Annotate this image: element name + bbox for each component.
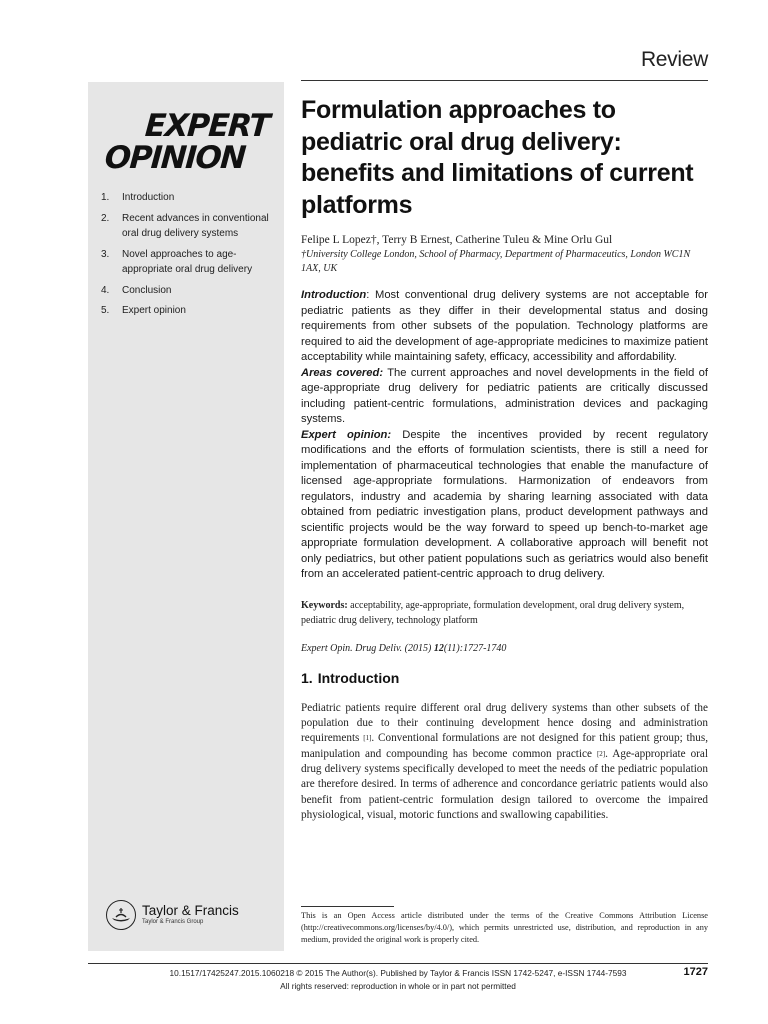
abstract-introduction: Introduction: Most conventional drug delivery systems are not acceptable for pediatric patients as they differ in their developmental status and dosing requirements from other subsets of the population. Technology platforms are required to aid the development of age-appropriate medicines to maximize patient acceptability while maintaining safety, efficacy, accessibility and affordability. [301, 289, 708, 363]
abstract [301, 288, 708, 583]
section-number: 1. [301, 669, 313, 686]
article-title: Formulation approaches to pediatric oral drug delivery: benefits and limitations of current platforms [301, 96, 694, 219]
keywords [301, 598, 708, 628]
article-body [301, 95, 708, 823]
top-divider [301, 80, 708, 81]
doi-line: 10.1517/17425247.2015.1060218 © 2015 The Author(s). Published by Taylor & Francis ISSN 1742-5247, e-ISSN 1744-7593 [169, 968, 627, 978]
abstract-text: The current approaches and novel developments in the field of age-appropriate drug delivery for pediatric patients are critically discussed including patient-centric formulations, administration devices and packaging systems. [301, 366, 709, 425]
toc-label: Conclusion [122, 284, 172, 296]
page-number: 1727 [683, 966, 708, 978]
footer-divider [88, 963, 708, 964]
citation: Expert Opin. Drug Deliv. (2015) 12(11):1727-1740 [301, 642, 507, 654]
toc-item[interactable] [101, 283, 279, 299]
publisher-group: Taylor & Francis Group [142, 919, 204, 925]
reference-link[interactable]: [1] [363, 734, 372, 743]
section-title: Introduction [317, 669, 400, 686]
toc-item[interactable] [101, 247, 279, 278]
logo-line-2: OPINION [103, 140, 247, 176]
citation-volume: 12 [433, 642, 444, 654]
footnote-divider [301, 906, 394, 907]
logo-line-1: EXPERT [143, 108, 270, 144]
reference-link[interactable]: [2] [596, 749, 606, 758]
toc-item[interactable] [101, 303, 279, 319]
publisher-name: Taylor & Francis [142, 903, 239, 918]
abstract-areas-covered [301, 366, 708, 428]
affiliation: †University College London, School of Pharmacy, Department of Pharmaceutics, London WC1N 1AX, UK [301, 249, 691, 274]
section-heading [301, 670, 708, 686]
toc-number: 5. [101, 305, 110, 316]
toc-number: 1. [101, 192, 110, 203]
publisher-logo [106, 900, 239, 930]
toc-number: 3. [101, 248, 110, 260]
abstract-heading: Introduction [301, 289, 367, 301]
toc-label: Recent advances in conventional oral drug delivery systems [122, 212, 269, 239]
abstract-text: Most conventional drug delivery systems are not acceptable for pediatric patients as they differ in their developmental status and dosing requirements from other subsets of the population. Technology platforms are required to aid the development of age-appropriate medicines to maximize patient acceptability while maintaining safety, efficacy, accessibility and affordability. [301, 289, 708, 363]
section-label: Review [640, 48, 708, 71]
toc-item[interactable] [101, 190, 279, 206]
journal-logo [104, 110, 270, 174]
toc-item[interactable] [101, 211, 279, 242]
abstract-text: Despite the incentives provided by recent regulatory modifications and the efforts of formulation scientists, there is still a need for implementation of pharmaceutical technologies that enable the manufacture of licensed age-appropriate formulations. Harmonization of endeavors from regulators, industry and academia by sharing learning associated with data obtained from pediatric investigation plans, product development pathways and scientific projects would be the way forward to speed up bench-to-market age appropriate formulation development. A collaborative approach will benefit not only pediatrics, but other patient populations such as geriatrics would also benefit from an accelerated patient-centric approach to drug delivery. [301, 428, 708, 580]
license-footnote: This is an Open Access article distributed under the terms of the Creative Commons Attribution License (http://creativecommons.org/licenses/by/4.0/), which permits unrestricted use, distribution, and reproduction in any medium, provided the original work is properly cited. [301, 911, 708, 944]
keywords-list: acceptability, age-appropriate, formulation development, oral drug delivery system, pediatric drug delivery, technology platform [301, 599, 685, 626]
table-of-contents [101, 190, 279, 324]
toc-number: 4. [101, 284, 110, 296]
sidebar [88, 82, 284, 951]
keywords-label: Keywords: [301, 599, 348, 611]
author-list: Felipe L Lopez†, Terry B Ernest, Catherine Tuleu & Mine Orlu Gul [301, 234, 613, 246]
abstract-heading: Areas covered: [301, 366, 384, 379]
abstract-expert-opinion [301, 428, 708, 583]
publisher-lamp-icon [106, 900, 136, 930]
rights-line: All rights reserved: reproduction in whole or in part not permitted [280, 981, 516, 991]
introduction-paragraph: Pediatric patients require different oral drug delivery systems than other subsets of the population due to their continuing development hence dosing and administration requirements [1]. Conventional formulations are not designed for this patient group; thus, manipulation and compounding has become common practice [2]. Age-appropriate oral drug delivery systems specifically developed to meet the needs of the pediatric population are therefore desired. In terms of adherence and concordance geriatric patients would also benefit from patient-centric formulation design tailored to overcome the impaired physiological, visual, motoric functions and swallowing capabilities. [301, 701, 708, 822]
toc-label: Novel approaches to age-appropriate oral drug delivery [122, 248, 253, 275]
toc-number: 2. [101, 212, 110, 224]
toc-label: Expert opinion [122, 305, 186, 316]
toc-label: Introduction [122, 192, 175, 203]
abstract-heading: Expert opinion: [301, 428, 392, 441]
